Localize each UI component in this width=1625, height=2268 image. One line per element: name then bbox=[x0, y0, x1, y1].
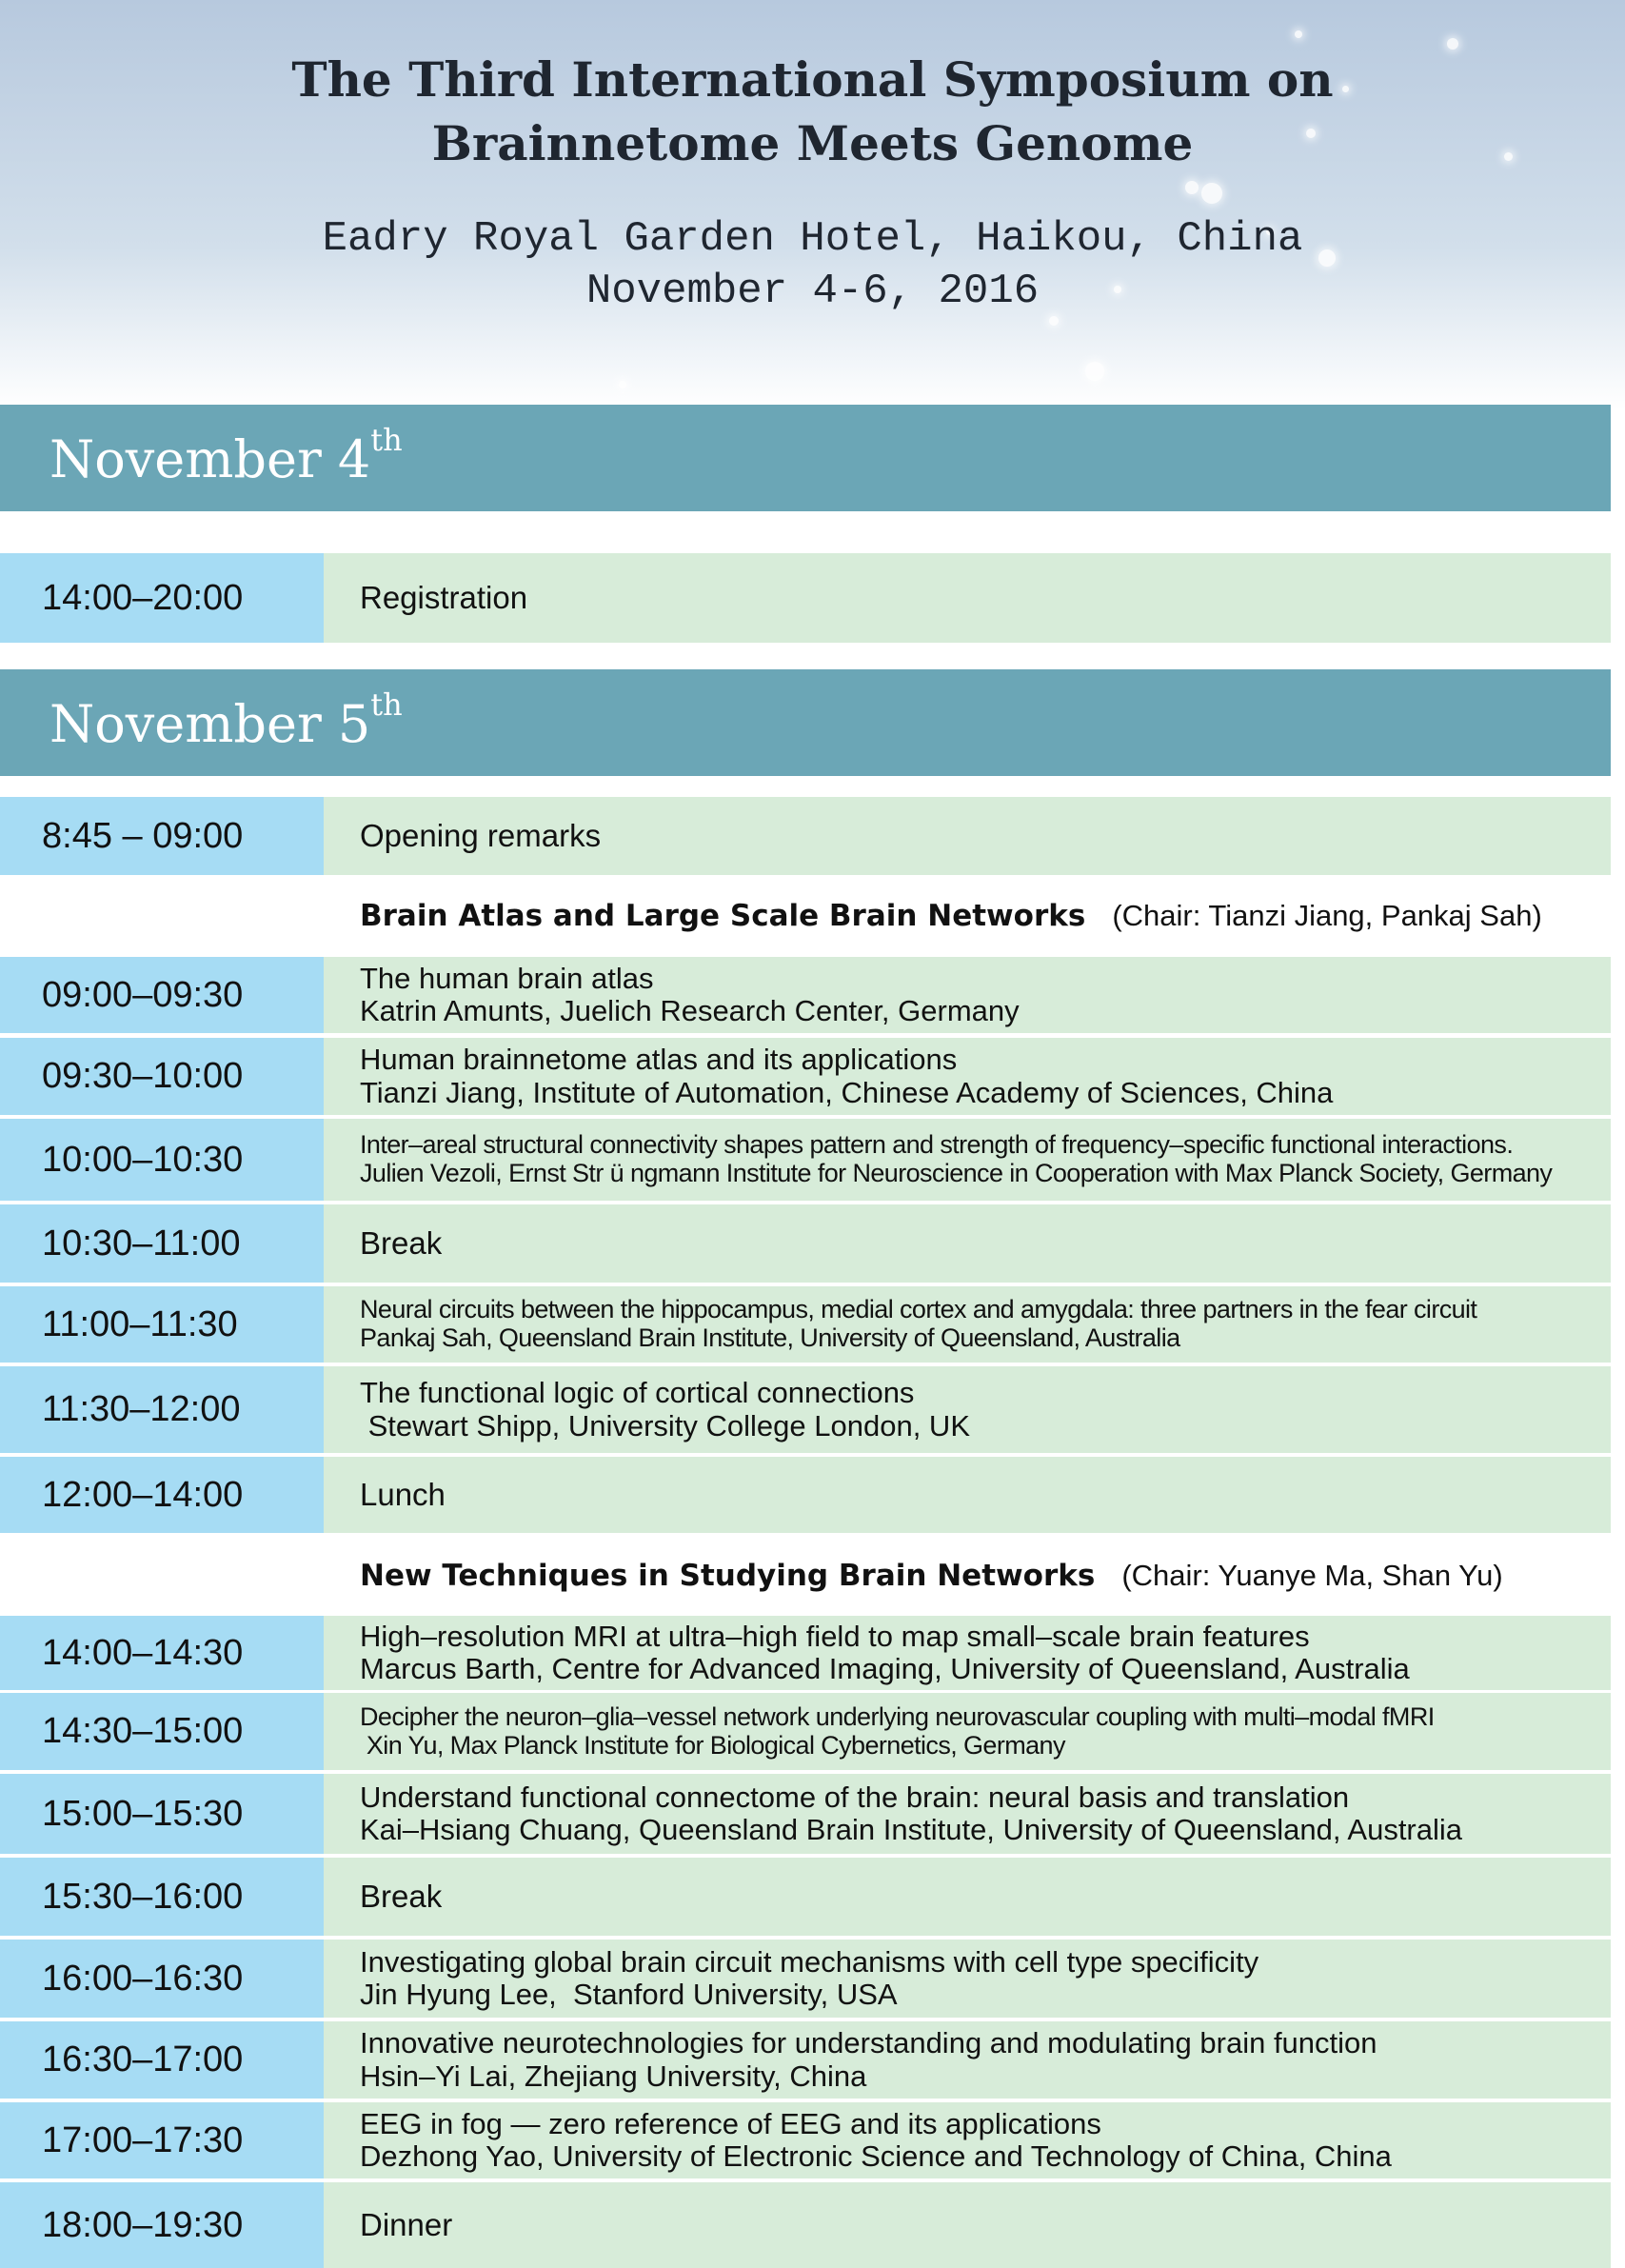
item-title: Dinner bbox=[360, 2206, 453, 2242]
schedule-row bbox=[0, 1286, 1611, 1363]
day-band-nov5 bbox=[0, 669, 1611, 776]
symposium-title-line2: Brainnetome Meets Genome bbox=[431, 115, 1194, 171]
schedule-row bbox=[0, 1774, 1611, 1854]
time-cell: 14:00–20:00 bbox=[0, 553, 324, 643]
venue-text: Eadry Royal Garden Hotel, Haikou, China bbox=[322, 215, 1303, 263]
content-cell bbox=[324, 797, 1611, 875]
content-cell bbox=[324, 1774, 1611, 1854]
sparkle-decoration bbox=[1447, 38, 1458, 50]
content-cell bbox=[324, 957, 1611, 1033]
item-speaker: Hsin–Yi Lai, Zhejiang University, China bbox=[360, 2059, 867, 2093]
content-cell bbox=[324, 1940, 1611, 2018]
content-cell bbox=[324, 1616, 1611, 1690]
item-title: Innovative neurotechnologies for understanding and modulating brain function bbox=[360, 2026, 1377, 2060]
sparkle-decoration bbox=[619, 381, 626, 388]
sparkle-decoration bbox=[1201, 183, 1222, 204]
time-cell: 09:30–10:00 bbox=[0, 1038, 324, 1115]
time-cell: 15:00–15:30 bbox=[0, 1774, 324, 1854]
item-speaker: Pankaj Sah, Queensland Brain Institute, University of Queensland, Australia bbox=[360, 1323, 1180, 1352]
item-title: Understand functional connectome of the brain: neural basis and translation bbox=[360, 1780, 1350, 1814]
time-cell: 14:30–15:00 bbox=[0, 1693, 324, 1770]
item-title: Break bbox=[360, 1878, 443, 1914]
item-speaker: Jin Hyung Lee, Stanford University, USA bbox=[360, 1978, 898, 2011]
time-cell: 10:00–10:30 bbox=[0, 1119, 324, 1201]
schedule-row bbox=[0, 1119, 1611, 1201]
time-cell: 17:00–17:30 bbox=[0, 2102, 324, 2178]
time-cell: 16:30–17:00 bbox=[0, 2021, 324, 2099]
session-chair: (Chair: Tianzi Jiang, Pankaj Sah) bbox=[1112, 899, 1542, 932]
item-title: Lunch bbox=[360, 1476, 446, 1512]
item-speaker: Stewart Shipp, University College London, UK bbox=[360, 1408, 970, 1442]
item-speaker: Julien Vezoli, Ernst Str ü ngmann Institute for Neuroscience in Cooperation with Max Planck Society, Germany bbox=[360, 1159, 1553, 1187]
content-cell bbox=[324, 1366, 1611, 1453]
schedule-row bbox=[0, 1366, 1611, 1453]
content-cell bbox=[324, 1457, 1611, 1533]
item-title: High–resolution MRI at ultra–high field to map small–scale brain features bbox=[360, 1619, 1310, 1653]
item-speaker: Xin Yu, Max Planck Institute for Biological Cybernetics, Germany bbox=[360, 1730, 1065, 1760]
time-cell: 14:00–14:30 bbox=[0, 1616, 324, 1690]
schedule-row bbox=[0, 1616, 1611, 1690]
schedule-row bbox=[0, 2182, 1611, 2268]
content-cell bbox=[324, 1693, 1611, 1770]
schedule-row bbox=[0, 797, 1611, 875]
schedule-row bbox=[0, 1038, 1611, 1115]
time-cell: 18:00–19:30 bbox=[0, 2182, 324, 2268]
item-title: Inter–areal structural connectivity shapes pattern and strength of frequency–specific functional interactions. bbox=[360, 1130, 1514, 1160]
item-title: Neural circuits between the hippocampus, medial cortex and amygdala: three partners in the fear circuit bbox=[360, 1295, 1477, 1324]
time-cell: 16:00–16:30 bbox=[0, 1940, 324, 2018]
item-title: The human brain atlas bbox=[360, 961, 654, 995]
schedule-row bbox=[0, 2021, 1611, 2099]
item-title: Investigating global brain circuit mechanisms with cell type specificity bbox=[360, 1944, 1259, 1979]
item-title: Human brainnetome atlas and its applications bbox=[360, 1043, 958, 1077]
sparkle-decoration bbox=[1295, 30, 1302, 38]
session-name: Brain Atlas and Large Scale Brain Networks bbox=[360, 899, 1086, 933]
symposium-title-line1: The Third International Symposium on bbox=[291, 51, 1334, 108]
schedule-row bbox=[0, 1693, 1611, 1770]
time-cell: 12:00–14:00 bbox=[0, 1457, 324, 1533]
sparkle-decoration bbox=[1049, 316, 1059, 326]
session-heading bbox=[360, 899, 1542, 933]
schedule-row bbox=[0, 1858, 1611, 1936]
time-cell: 11:00–11:30 bbox=[0, 1286, 324, 1363]
content-cell bbox=[324, 1204, 1611, 1283]
item-speaker: Kai–Hsiang Chuang, Queensland Brain Institute, University of Queensland, Australia bbox=[360, 1813, 1463, 1846]
day-label: November 4th bbox=[50, 422, 403, 489]
schedule-row bbox=[0, 957, 1611, 1033]
item-speaker: Marcus Barth, Centre for Advanced Imaging, University of Queensland, Australia bbox=[360, 1652, 1410, 1685]
content-cell bbox=[324, 1119, 1611, 1201]
content-cell bbox=[324, 1858, 1611, 1936]
time-cell: 11:30–12:00 bbox=[0, 1366, 324, 1453]
day-band-nov4 bbox=[0, 405, 1611, 511]
content-cell bbox=[324, 2182, 1611, 2268]
schedule-row bbox=[0, 1457, 1611, 1533]
day-label: November 5th bbox=[50, 686, 403, 754]
schedule-row bbox=[0, 553, 1611, 643]
content-cell bbox=[324, 553, 1611, 643]
content-cell bbox=[324, 2102, 1611, 2178]
schedule-row bbox=[0, 1204, 1611, 1283]
item-title: EEG in fog — zero reference of EEG and its applications bbox=[360, 2106, 1101, 2140]
content-cell bbox=[324, 2021, 1611, 2099]
sparkle-decoration bbox=[1085, 362, 1104, 381]
session-chair: (Chair: Yuanye Ma, Shan Yu) bbox=[1121, 1559, 1503, 1592]
time-cell: 8:45 – 09:00 bbox=[0, 797, 324, 875]
time-cell: 10:30–11:00 bbox=[0, 1204, 324, 1283]
item-title: The functional logic of cortical connections bbox=[360, 1376, 915, 1410]
item-title: Opening remarks bbox=[360, 817, 602, 853]
dates-text: November 4-6, 2016 bbox=[585, 268, 1040, 315]
session-heading bbox=[360, 1559, 1503, 1593]
time-cell: 15:30–16:00 bbox=[0, 1858, 324, 1936]
schedule-row bbox=[0, 1940, 1611, 2018]
item-speaker: Dezhong Yao, University of Electronic Science and Technology of China, China bbox=[360, 2139, 1392, 2173]
content-cell bbox=[324, 1038, 1611, 1115]
item-title: Decipher the neuron–glia–vessel network underlying neurovascular coupling with multi–modal fMRI bbox=[360, 1701, 1435, 1731]
content-cell bbox=[324, 1286, 1611, 1363]
header-banner bbox=[0, 0, 1625, 400]
time-cell: 09:00–09:30 bbox=[0, 957, 324, 1033]
item-title: Registration bbox=[360, 579, 528, 615]
item-speaker: Katrin Amunts, Juelich Research Center, Germany bbox=[360, 994, 1020, 1027]
sparkle-decoration bbox=[1185, 181, 1199, 194]
session-name: New Techniques in Studying Brain Networks bbox=[360, 1559, 1096, 1593]
item-title: Break bbox=[360, 1224, 443, 1261]
item-speaker: Tianzi Jiang, Institute of Automation, Chinese Academy of Sciences, China bbox=[360, 1075, 1334, 1109]
schedule-row bbox=[0, 2102, 1611, 2178]
